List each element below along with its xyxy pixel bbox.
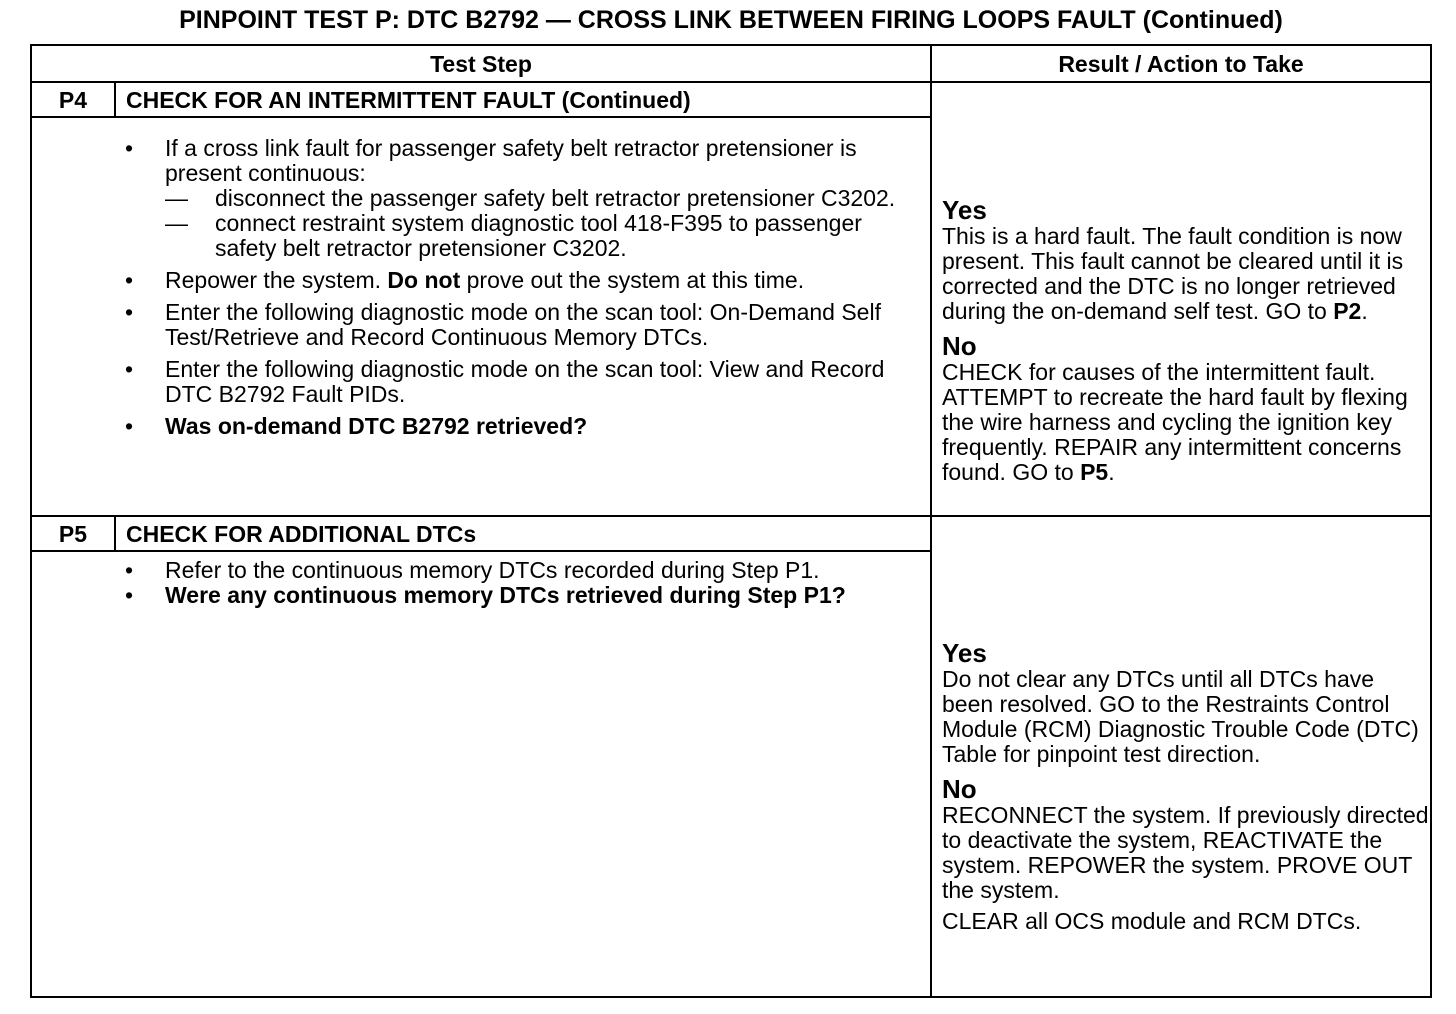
no-label: No (942, 331, 977, 361)
page-title: PINPOINT TEST P: DTC B2792 — CROSS LINK BETWEEN FIRING LOOPS FAULT (Continued) (179, 6, 1283, 34)
no-action: RECONNECT the system. If previously directed to deactivate the system, REACTIVATE the system. REPOWER the system. PROVE OUT the system. (942, 802, 1429, 903)
bullet-icon: • (125, 135, 134, 161)
column-divider (930, 46, 932, 996)
yes-label: Yes (942, 195, 987, 225)
bullet-icon: • (125, 413, 134, 439)
step-id-p5: P5 (58, 521, 88, 547)
sub-list (165, 186, 922, 261)
list-item: • Enter the following diagnostic mode on the scan tool: On-Demand Self Test/Retrieve and Record Continuous Memory DTCs. (125, 299, 881, 350)
step-title-p5: CHECK FOR ADDITIONAL DTCs (126, 521, 477, 547)
bullet-icon: • (125, 557, 134, 583)
yes-label: Yes (942, 638, 987, 668)
bullet-icon: • (125, 582, 134, 608)
dash-icon: — (165, 185, 188, 211)
p5-instructions (122, 558, 922, 615)
sub-list-item: — connect restraint system diagnostic tool 418-F395 to passenger safety belt retractor pretensioner C3202. (165, 210, 862, 261)
step-id-p4: P4 (58, 87, 88, 113)
dash-icon: — (165, 210, 188, 236)
p5-id-divider (114, 517, 116, 550)
p5-result (942, 639, 1430, 942)
bullet-icon: • (125, 299, 134, 325)
header-result-action: Result / Action to Take (1058, 51, 1304, 77)
list-item: • Refer to the continuous memory DTCs recorded during Step P1. (125, 557, 820, 583)
yes-action: Do not clear any DTCs until all DTCs have been resolved. GO to the Restraints Control Module (RCM) Diagnostic Trouble Code (DTC) Table for pinpoint test direction. (942, 666, 1419, 767)
bullet-icon: • (125, 356, 134, 382)
list-item: • If a cross link fault for passenger safety belt retractor pretensioner is present continuous: — disconnect the passenger safety belt retractor pretensioner C3202. — connect restraint system diagnostic tool 418-F395 to passenger safety belt retractor pretensioner C3202. (122, 136, 922, 261)
list-item: • Enter the following diagnostic mode on the scan tool: View and Record DTC B2792 Fault PIDs. (125, 356, 885, 407)
no-action-clear: CLEAR all OCS module and RCM DTCs. (942, 908, 1362, 934)
pinpoint-test-table (30, 44, 1432, 998)
no-action: CHECK for causes of the intermittent fault. ATTEMPT to recreate the hard fault by flexing the wire harness and cycling the ignition key frequently. REPAIR any intermittent concerns found. GO to P5. (942, 359, 1408, 485)
yes-action: This is a hard fault. The fault condition is now present. This fault cannot be cleared until it is corrected and the DTC is no longer retrieved during the on-demand self test. GO to P2. (942, 223, 1404, 324)
list-item: • Were any continuous memory DTCs retrieved during Step P1? (125, 582, 846, 608)
step-title-p4: CHECK FOR AN INTERMITTENT FAULT (Continued) (126, 87, 691, 113)
bullet-icon: • (125, 267, 134, 293)
goto-link[interactable]: P2 (1333, 298, 1362, 324)
header-test-step: Test Step (430, 51, 532, 77)
p4-result (942, 196, 1430, 493)
sub-list-item: — disconnect the passenger safety belt retractor pretensioner C3202. (165, 185, 896, 211)
p4-instructions (122, 136, 922, 446)
goto-link[interactable]: P5 (1080, 459, 1109, 485)
p4-id-divider (114, 83, 116, 116)
list-item: • Was on-demand DTC B2792 retrieved? (125, 413, 588, 439)
no-label: No (942, 774, 977, 804)
list-item: • Repower the system. Do not prove out the system at this time. (125, 267, 805, 293)
